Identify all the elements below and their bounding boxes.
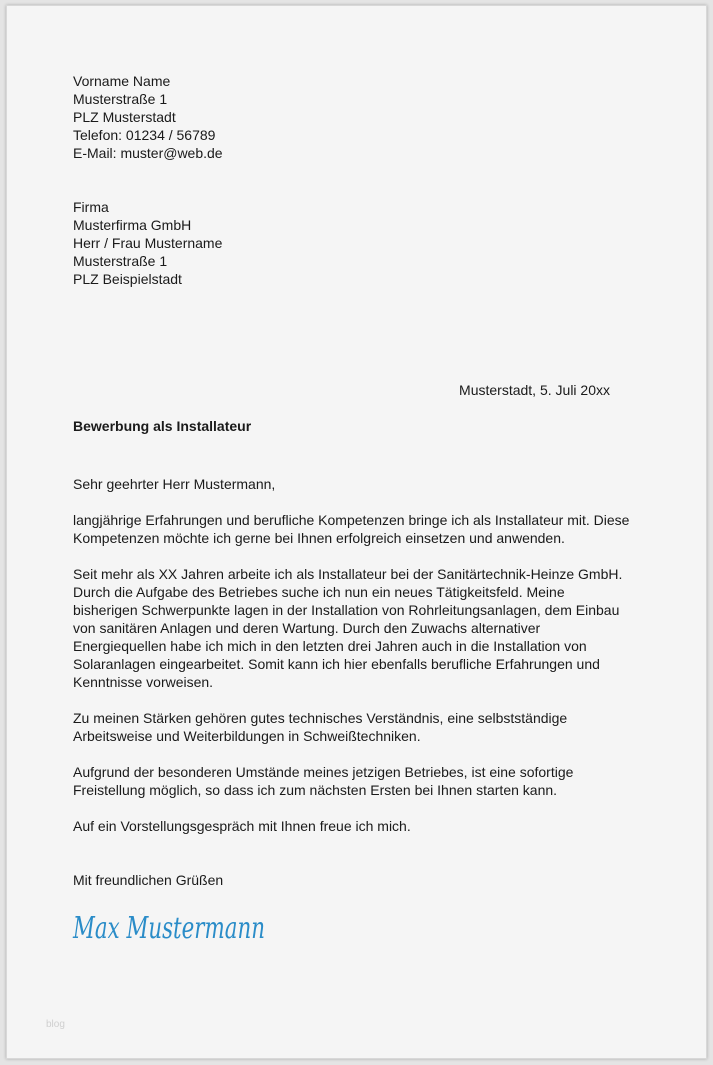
letter-date: Musterstadt, 5. Juli 20xx [459, 382, 610, 398]
text-line: Seit mehr als XX Jahren arbeite ich als Installateur bei der Sanitärtechnik-Heinze GmbH. [73, 566, 623, 582]
sender-street: Musterstraße 1 [73, 91, 168, 107]
recipient-address [73, 198, 222, 288]
text-line: Kompetenzen möchte ich gerne bei Ihnen erfolgreich einsetzen und anwenden. [73, 530, 565, 546]
paragraph [73, 817, 411, 835]
recipient-line: Musterstraße 1 [73, 253, 168, 269]
text-line: Durch die Aufgabe des Betriebes suche ich nun ein neues Tätigkeitsfeld. Meine [73, 584, 565, 600]
text-line: Zu meinen Stärken gehören gutes technisches Verständnis, eine selbstständige [73, 710, 568, 726]
text-line: Energiequellen habe ich mich in den letzten drei Jahren auch in die Installation von [73, 638, 587, 654]
text-line: Arbeitsweise und Weiterbildungen in Schweißtechniken. [73, 728, 421, 744]
text-line: Freistellung möglich, so dass ich zum nächsten Ersten bei Ihnen starten kann. [73, 782, 558, 798]
salutation: Sehr geehrter Herr Mustermann, [73, 476, 276, 492]
paragraph [73, 709, 567, 745]
text-line: bisherigen Schwerpunkte lagen in der Installation von Rohrleitungsanlagen, dem Einbau [73, 602, 620, 618]
sender-address [73, 72, 223, 162]
sender-city: PLZ Musterstadt [73, 109, 176, 125]
recipient-line: Musterfirma GmbH [73, 217, 192, 233]
paragraph [73, 511, 629, 547]
recipient-line: Firma [73, 199, 109, 215]
subject-line: Bewerbung als Installateur [73, 418, 252, 434]
text-line: Aufgrund der besonderen Umstände meines jetzigen Betriebes, ist eine sofortige [73, 764, 574, 780]
watermark: blog [46, 1019, 65, 1030]
sender-phone: Telefon: 01234 / 56789 [73, 127, 216, 143]
sender-email: E-Mail: muster@web.de [73, 145, 223, 161]
recipient-line: PLZ Beispielstadt [73, 271, 182, 287]
text-line: Solaranlagen eingearbeitet. Somit kann ich hier ebenfalls berufliche Erfahrungen und [73, 656, 600, 672]
closing: Mit freundlichen Grüßen [73, 872, 224, 888]
paragraph [73, 763, 573, 799]
signature-text: Max Mustermann [72, 911, 265, 946]
sender-name: Vorname Name [73, 73, 171, 89]
recipient-line: Herr / Frau Mustername [73, 235, 223, 251]
text-line: langjährige Erfahrungen und berufliche Kompetenzen bringe ich als Installateur mit. Diese [73, 512, 630, 528]
signature [73, 904, 273, 949]
paragraph [73, 565, 622, 691]
text-line: Auf ein Vorstellungsgespräch mit Ihnen freue ich mich. [73, 818, 411, 834]
text-line: von sanitären Anlagen und deren Wartung. Durch den Zuwachs alternativer [73, 620, 541, 636]
text-line: Kenntnisse vorweisen. [73, 674, 214, 690]
letter-page [6, 5, 707, 1059]
